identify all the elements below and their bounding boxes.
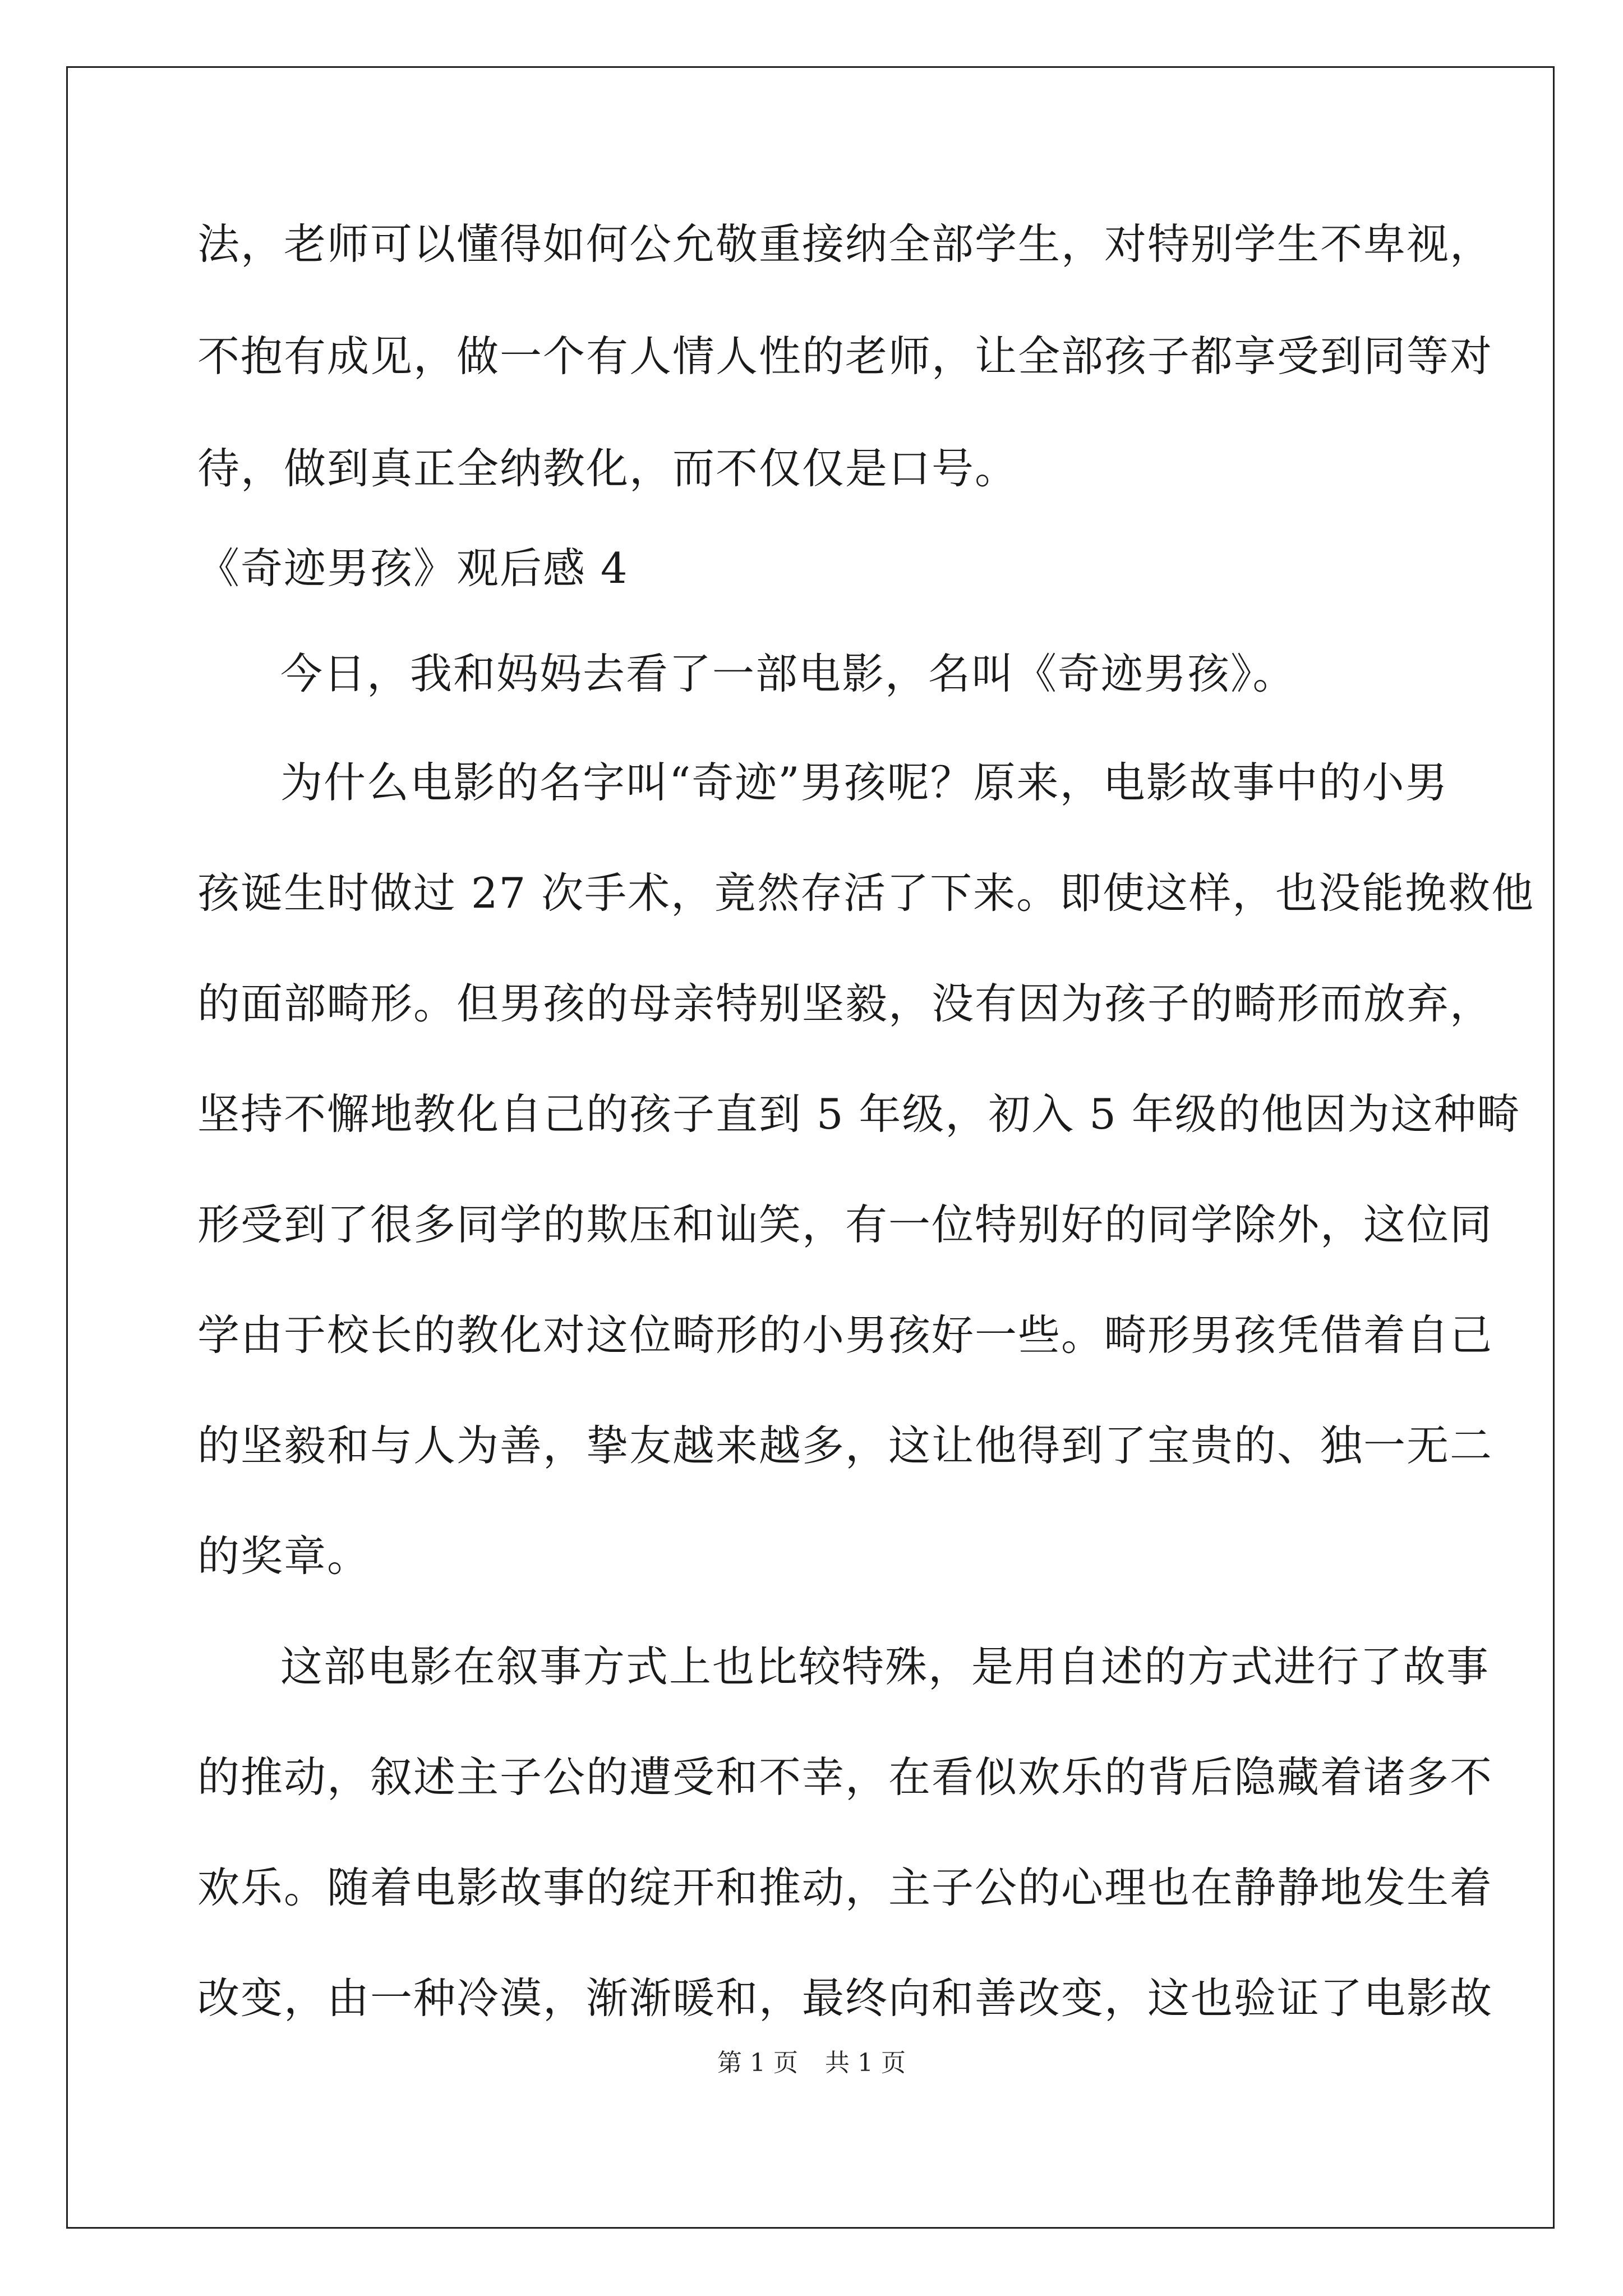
page-number-current: 第 1 页 (717, 2049, 798, 2077)
paragraph-line: 的坚毅和与人为善，挚友越来越多，这让他得到了宝贵的、独一无二 (197, 1421, 1493, 1470)
paragraph-line: 学由于校长的教化对这位畸形的小男孩好一些。畸形男孩凭借着自己 (197, 1310, 1493, 1360)
section-heading: 《奇迹男孩》观后感 4 (197, 544, 629, 593)
paragraph-line: 今日，我和妈妈去看了一部电影，名叫《奇迹男孩》。 (280, 649, 1296, 698)
paragraph-line: 坚持不懈地教化自己的孩子直到 5 年级，初入 5 年级的他因为这种畸 (197, 1089, 1520, 1139)
paragraph-line: 为什么电影的名字叫“奇迹”男孩呢？原来，电影故事中的小男 (280, 758, 1449, 807)
paragraph-line: 改变，由一种冷漠，渐渐暖和，最终向和善改变，这也验证了电影故 (197, 1973, 1493, 2023)
paragraph-line: 的面部畸形。但男孩的母亲特别坚毅，没有因为孩子的畸形而放弃， (197, 979, 1493, 1028)
paragraph-line: 孩诞生时做过 27 次手术，竟然存活了下来。即使这样，也没能挽救他 (197, 868, 1535, 918)
paragraph-line: 这部电影在叙事方式上也比较特殊，是用自述的方式进行了故事 (280, 1642, 1490, 1691)
paragraph-line: 欢乐。随着电影故事的绽开和推动，主子公的心理也在静静地发生着 (197, 1863, 1493, 1912)
paragraph-line: 的奖章。 (197, 1531, 371, 1581)
paragraph-line: 法，老师可以懂得如何公允敬重接纳全部学生，对特别学生不卑视， (197, 219, 1493, 269)
paragraph-line: 的推动，叙述主子公的遭受和不幸，在看似欢乐的背后隐藏着诸多不 (197, 1752, 1493, 1802)
paragraph-line: 不抱有成见，做一个有人情人性的老师，让全部孩子都享受到同等对 (197, 332, 1493, 381)
page-footer (0, 2046, 1623, 2080)
page-number-total: 共 1 页 (825, 2049, 906, 2077)
paragraph-line: 形受到了很多同学的欺压和讪笑，有一位特别好的同学除外，这位同 (197, 1200, 1493, 1249)
paragraph-line: 待，做到真正全纳教化，而不仅仅是口号。 (197, 444, 1018, 493)
